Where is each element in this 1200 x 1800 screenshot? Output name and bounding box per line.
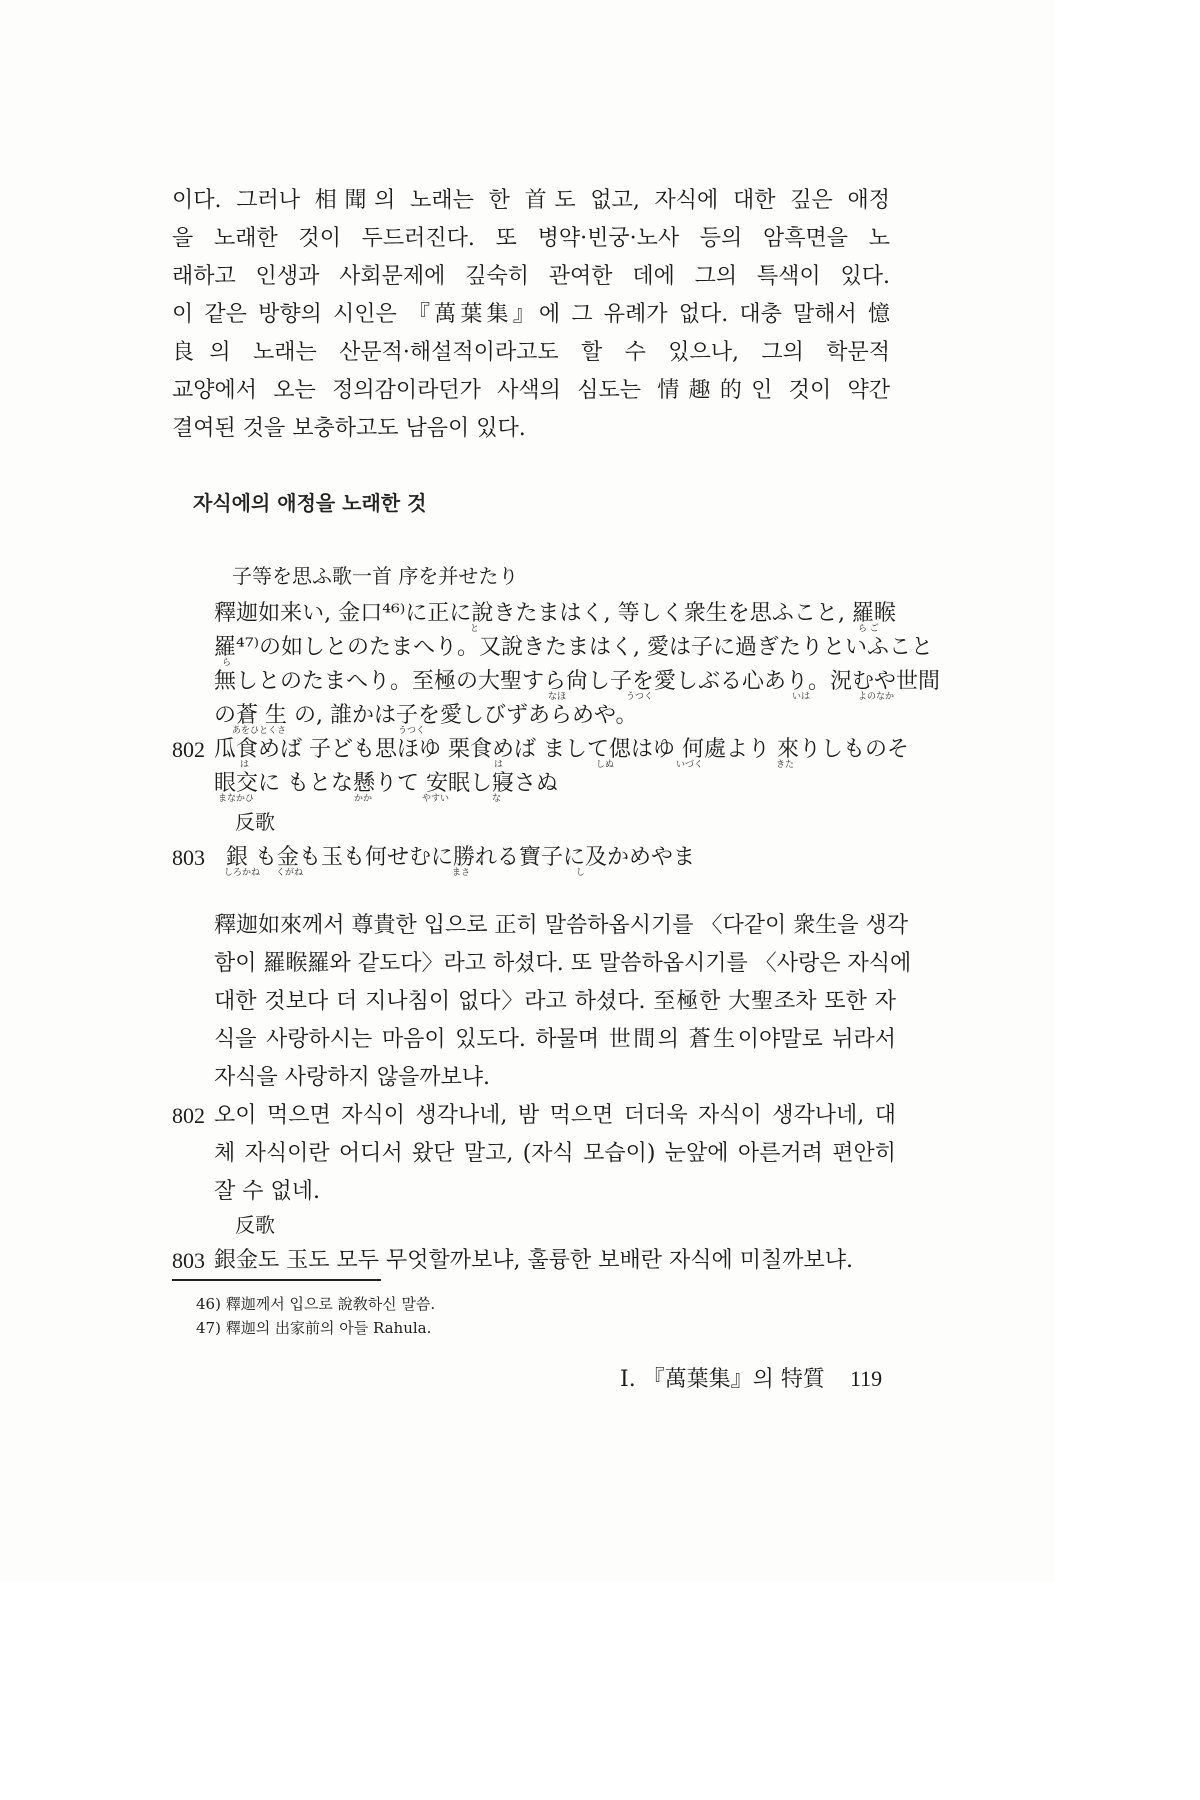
footnote-rule <box>172 1279 381 1281</box>
furigana: は <box>240 760 250 770</box>
intro-line-2: 을 노래한 것이 두드러진다. 또 병약·빈궁·노사 등의 암흑면을 노 <box>172 226 890 251</box>
footnote-46: 46) 釋迦께서 입으로 說敎하신 말씀. <box>196 1295 436 1313</box>
hanka-label: 反歌 <box>235 1213 275 1237</box>
poem-803-line: 銀 も金も玉も何せむに勝れる寶子に及かめやま <box>226 845 695 870</box>
furigana: まさ <box>452 868 471 878</box>
intro-line-5: 良의 노래는 산문적·해설적이라고도 할 수 있으나, 그의 학문적 <box>172 340 890 365</box>
translation-line-5: 자식을 사랑하지 않을까보냐. <box>214 1065 491 1090</box>
section-heading: 자식에의 애정을 노래한 것 <box>193 491 427 515</box>
furigana: な <box>492 794 502 804</box>
furigana: と <box>470 624 480 634</box>
poem-802-line-1: 瓜食めば 子ども思ほゆ 栗食めば まして偲はゆ 何處より 來りしものそ <box>214 737 909 762</box>
translation-line-3: 대한 것보다 더 지나침이 없다〉라고 하셨다. 至極한 大聖조차 또한 자 <box>214 989 896 1014</box>
furigana: あをひとくさ <box>232 726 287 736</box>
preface-line-2: 羅⁴⁷⁾の如しとのたまへり。又說きたまはく, 愛は子に過ぎたりといふこと <box>214 635 934 660</box>
furigana: ら <box>222 658 232 668</box>
page-number: 119 <box>849 1366 883 1391</box>
furigana: うつく <box>626 692 654 702</box>
translation-line-2: 함이 羅睺羅와 같도다〉라고 하셨다. 또 말씀하옵시기를 〈사랑은 자식에 <box>214 951 912 976</box>
translation-802-line-1: 오이 먹으면 자식이 생각나네, 밤 먹으면 더더욱 자식이 생각나네, 대 <box>214 1103 896 1128</box>
intro-line-3: 래하고 인생과 사회문제에 깊숙히 관여한 데에 그의 특색이 있다. <box>172 264 890 289</box>
preface-line-1: 釋迦如来い, 金口⁴⁶⁾に正に說きたまはく, 等しく衆生を思ふこと, 羅睺 <box>214 601 896 626</box>
poem-number: 803 <box>172 845 205 870</box>
translation-802-line-2: 체 자식이란 어디서 왔단 말고, (자식 모습이) 눈앞에 아른거려 편안히 <box>214 1141 896 1166</box>
furigana: いづく <box>676 760 704 770</box>
intro-line-4: 이 같은 방향의 시인은 『萬葉集』에 그 유례가 없다. 대충 말해서 憶 <box>172 302 890 327</box>
translation-803-line: 銀金도 玉도 모두 무엇할까보냐, 훌륭한 보배란 자식에 미칠까보냐. <box>214 1248 853 1273</box>
furigana: くがね <box>276 868 304 878</box>
poem-number: 803 <box>172 1248 205 1273</box>
poem-number: 802 <box>172 737 205 762</box>
footer-section-title: I. 『萬葉集』의 特質 <box>620 1367 825 1392</box>
footnote-47: 47) 釋迦의 出家前의 아들 Rahula. <box>196 1319 432 1337</box>
translation-802-line-3: 잘 수 없네. <box>214 1179 320 1204</box>
intro-line-6: 교양에서 오는 정의감이라던가 사색의 심도는 情趣的인 것이 약간 <box>172 378 890 403</box>
furigana: かか <box>354 794 373 804</box>
furigana: うつく <box>398 726 426 736</box>
running-footer <box>620 1368 882 1391</box>
furigana: まなかひ <box>218 794 255 804</box>
hanka-label: 反歌 <box>235 810 275 834</box>
furigana: しろかね <box>224 868 261 878</box>
furigana: いは <box>792 692 811 702</box>
translation-line-1: 釋迦如來께서 尊貴한 입으로 正히 말씀하옵시기를 〈다같이 衆生을 생각 <box>214 913 908 938</box>
preface-line-3: 無しとのたまへり。至極の大聖すら尙し子を愛しぶる心あり。況むや世間 <box>214 669 941 694</box>
preface-title: 子等を思ふ歌一首 序を并せたり <box>232 564 519 588</box>
translation-line-4: 식을 사랑하시는 마음이 있도다. 하물며 世間의 蒼生이야말로 뉘라서 <box>214 1027 896 1052</box>
intro-line-1: 이다. 그러나 相聞의 노래는 한 首도 없고, 자식에 대한 깊은 애정 <box>172 188 890 213</box>
furigana: しぬ <box>596 760 615 770</box>
furigana: は <box>494 760 504 770</box>
poem-802-line-2: 眼交に もとな懸りて 安眠し寢さぬ <box>214 771 558 796</box>
furigana: し <box>576 868 586 878</box>
poem-number: 802 <box>172 1103 205 1128</box>
furigana: よのなか <box>858 692 895 702</box>
furigana: ら ご <box>858 624 879 634</box>
preface-line-4: の蒼 生 の, 誰かは子を愛しびずあらめや。 <box>214 703 638 728</box>
furigana: なほ <box>548 692 567 702</box>
furigana: やすい <box>422 794 450 804</box>
intro-line-7: 결여된 것을 보충하고도 남음이 있다. <box>172 416 526 441</box>
furigana: きた <box>776 760 795 770</box>
